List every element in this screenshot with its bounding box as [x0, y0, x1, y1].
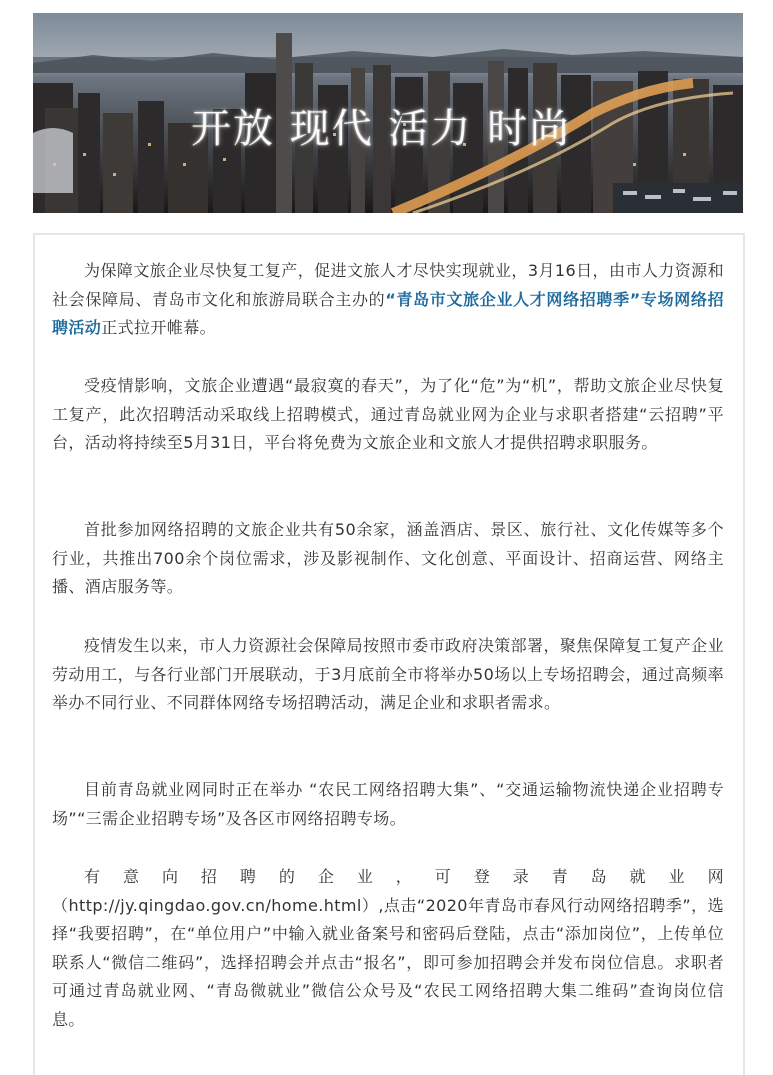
article-body — [33, 233, 745, 1075]
p1-text: 为保障文旅企业尽快复工复产，促进文旅人才尽快实现就业，3月16日，由市人力资源和社会保障局、青岛市文化和旅游局联合主办的 — [52, 261, 724, 309]
paragraph-6 — [52, 863, 724, 1034]
paragraph-4: 疫情发生以来，市人力资源社会保障局按照市委市政府决策部署，聚焦保障复工复产企业劳动用工，与各行业部门开展联动，于3月底前全市将举办50场以上专场招聘会，通过高频率举办不同行业、不同群体网络专场招聘活动，满足企业和求职者需求。 — [52, 636, 724, 712]
paragraph-3: 首批参加网络招聘的文旅企业共有50余家，涵盖酒店、景区、旅行社、文化传媒等多个行业，共推出700余个岗位需求，涉及影视制作、文化创意、平面设计、招商运营、网络主播、酒店服务等。 — [52, 520, 724, 596]
paragraph-5: 目前青岛就业网同时正在举办 “农民工网络招聘大集”、“交通运输物流快递企业招聘专场”“三需企业招聘专场”及各区市网络招聘专场。 — [52, 780, 724, 828]
paragraph-1 — [52, 257, 724, 343]
p6-first-line: 有意向招聘的企业，可登录青岛就业网 — [84, 867, 724, 886]
banner-title: 开放 现代 活力 时尚 — [191, 106, 572, 152]
p6-rest: （http://jy.qingdao.gov.cn/home.html）,点击“2020年青岛市春风行动网络招聘季”，选择“我要招聘”，在“单位用户”中输入就业备案号和密码后登陆，点击“添加岗位”，上传单位联系人“微信二维码”，选择招聘会并点击“报名”，即可参加招聘会并发布岗位信息。求职者可通过青岛就业网、“青岛微就业”微信公众号及“农民工网络招聘大集二维码”查询岗位信息。 — [52, 895, 724, 1029]
p1-tail: 正式拉开帷幕。 — [101, 318, 217, 337]
banner-image — [33, 13, 743, 213]
paragraph-2: 受疫情影响，文旅企业遭遇“最寂寞的春天”，为了化“危”为“机”，帮助文旅企业尽快复工复产，此次招聘活动采取线上招聘模式，通过青岛就业网为企业与求职者搭建“云招聘”平台，活动将持续至5月31日，平台将免费为文旅企业和文旅人才提供招聘求职服务。 — [52, 376, 724, 452]
event-name-highlight: “青岛市文旅企业人才网络招聘季”专场网络招聘活动 — [52, 289, 724, 337]
